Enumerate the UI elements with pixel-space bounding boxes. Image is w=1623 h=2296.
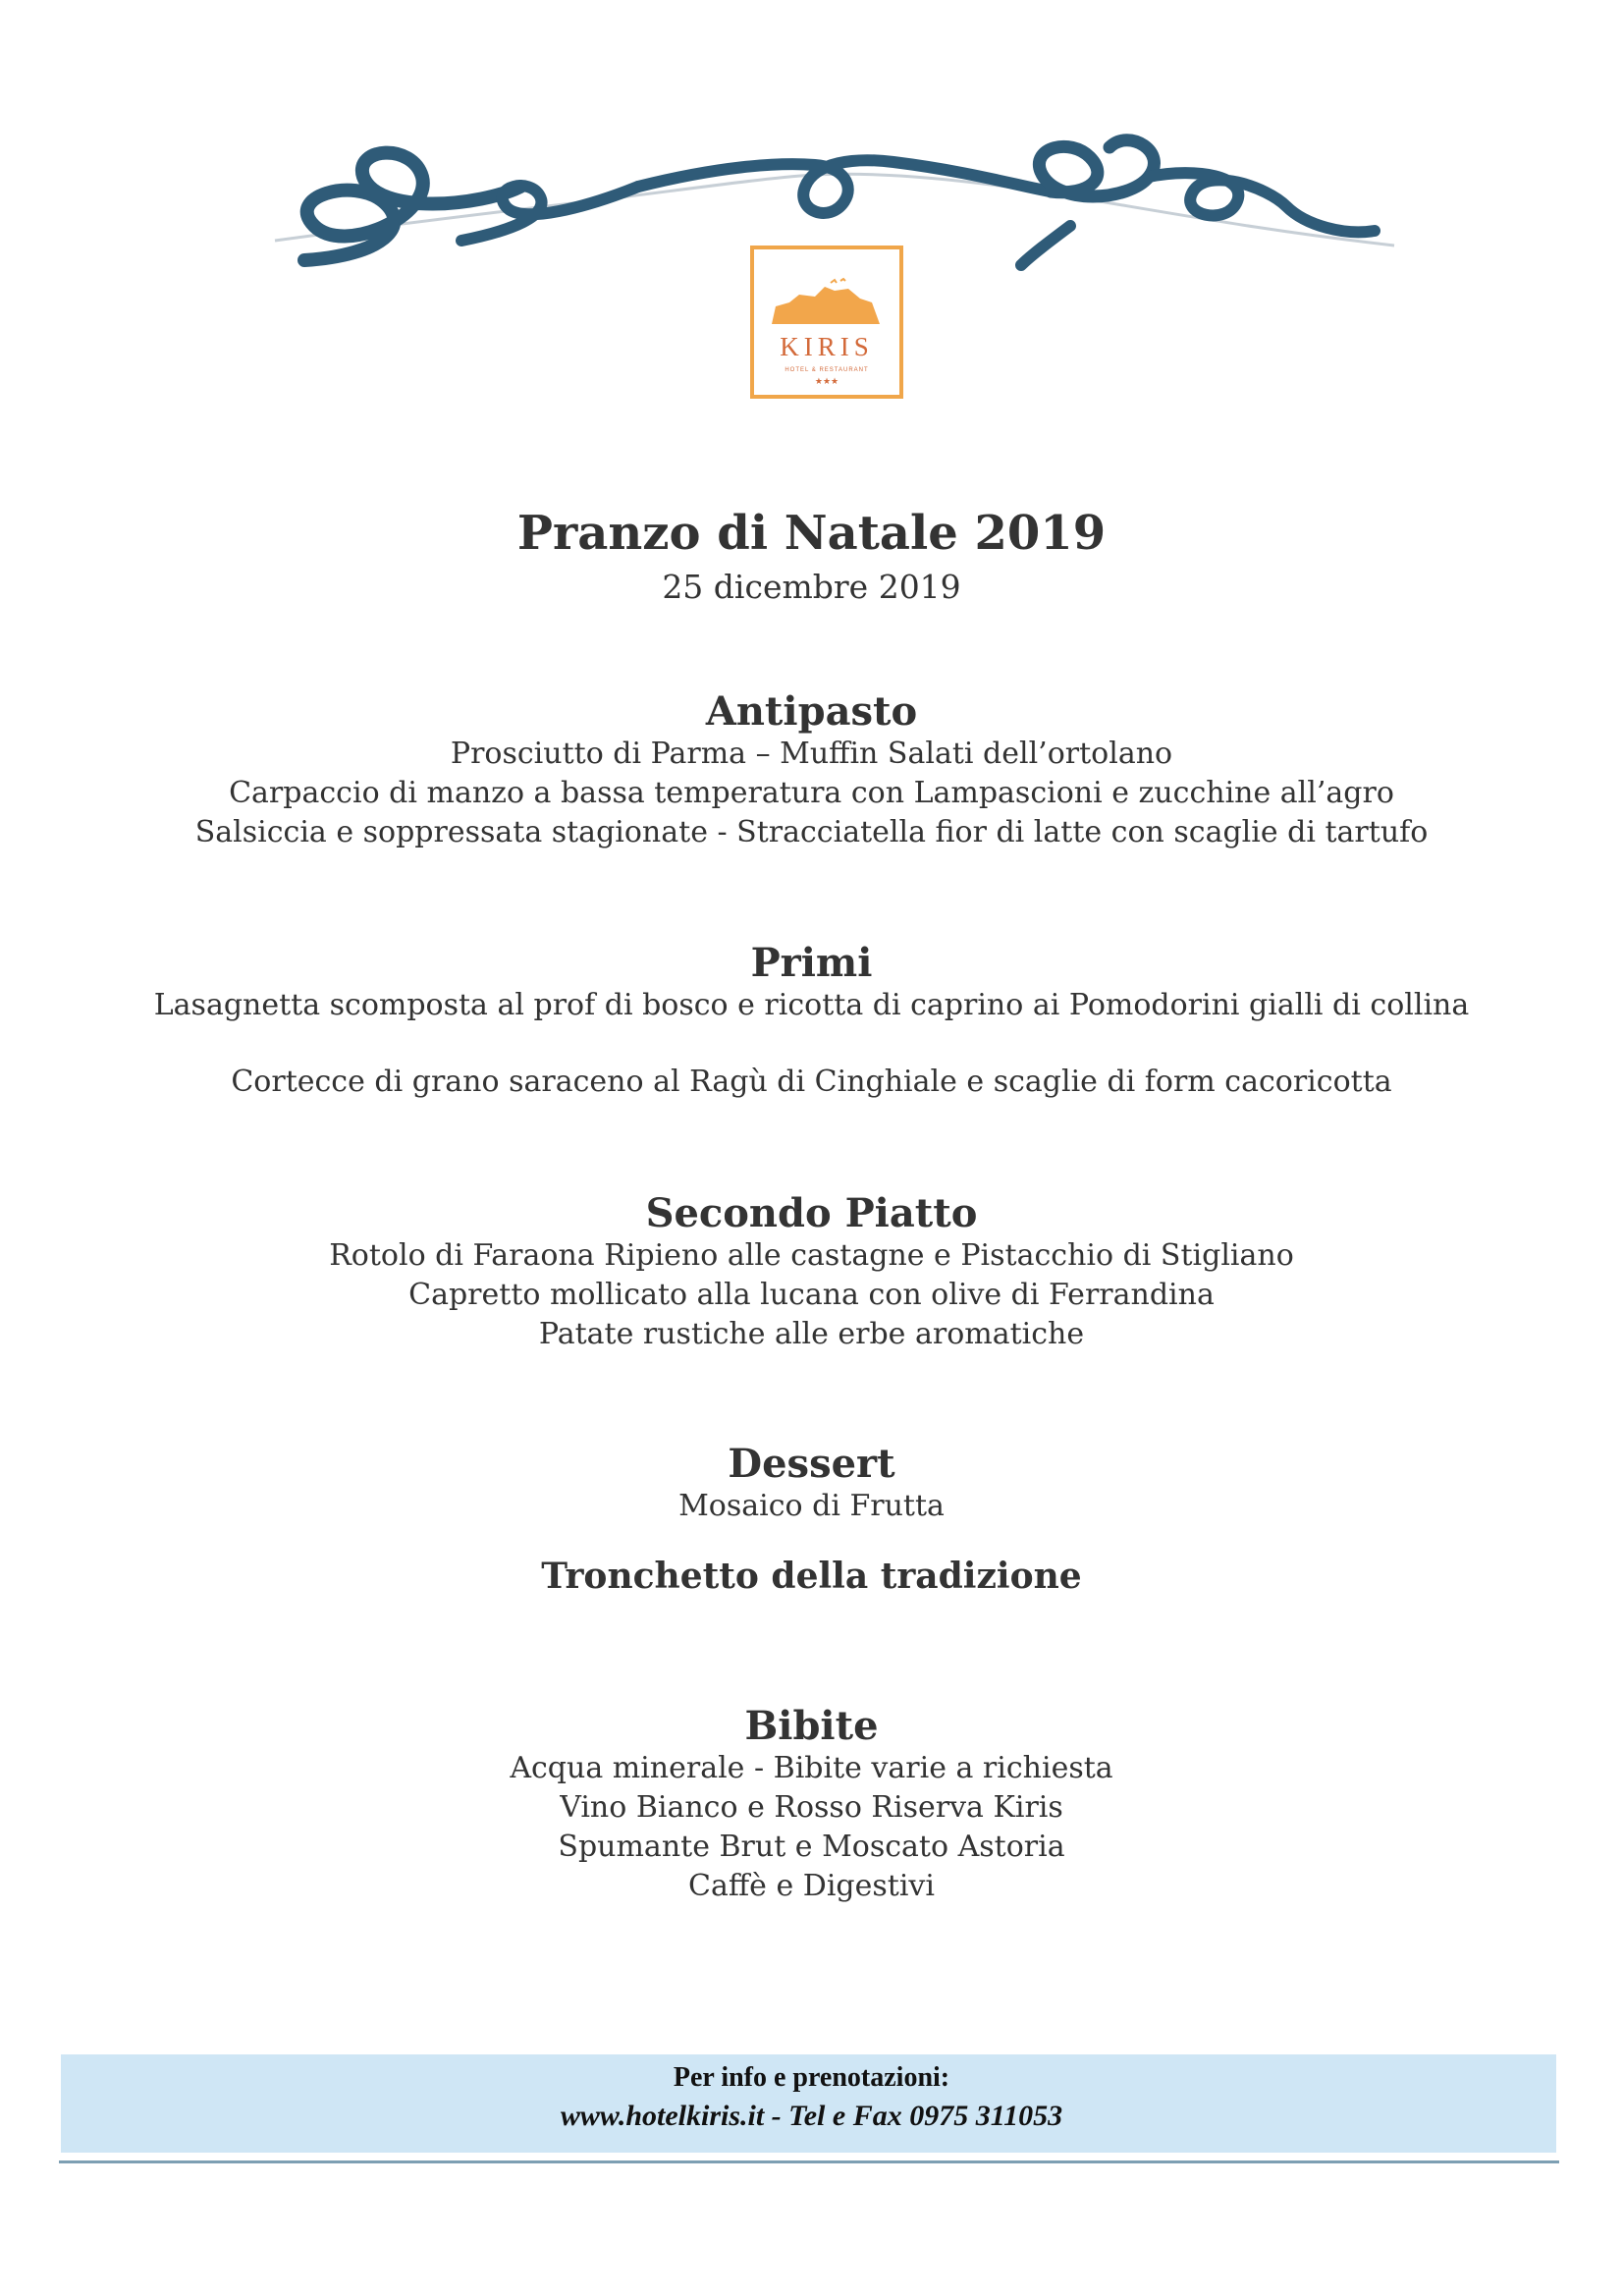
menu-item: Spumante Brut e Moscato Astoria	[558, 1830, 1065, 1864]
menu-item: Caffè e Digestivi	[688, 1869, 935, 1903]
section-title: Primi	[750, 940, 873, 986]
section-secondo	[0, 1191, 1623, 1354]
footer-title: Per info e prenotazioni:	[673, 2062, 950, 2093]
logo-name: KIRIS	[780, 332, 874, 361]
page-title: Pranzo di Natale 2019	[516, 506, 1107, 561]
hotel-logo	[750, 246, 903, 399]
section-primi	[0, 941, 1623, 1102]
menu-item: Vino Bianco e Rosso Riserva Kiris	[560, 1790, 1063, 1825]
menu-item: Prosciutto di Parma – Muffin Salati dell’ortolano	[450, 737, 1173, 771]
menu-item: Cortecce di grano saraceno al Ragù di Cinghiale e scaglie di form cacoricotta	[231, 1065, 1392, 1099]
logo-subtitle: HOTEL & RESTAURANT	[784, 367, 869, 373]
section-bibite	[0, 1704, 1623, 1906]
menu-item: Rotolo di Faraona Ripieno alle castagne e Pistacchio di Stigliano	[329, 1238, 1294, 1273]
event-date: 25 dicembre 2019	[662, 568, 961, 606]
menu-item: Acqua minerale - Bibite varie a richiesta	[510, 1751, 1113, 1785]
menu-item: Capretto mollicato alla lucana con olive di Ferrandina	[408, 1278, 1215, 1312]
menu-item: Carpaccio di manzo a bassa temperatura con Lampascioni e zucchine all’agro	[229, 776, 1394, 810]
section-title: Bibite	[744, 1703, 879, 1749]
menu-item: Patate rustiche alle erbe aromatiche	[538, 1317, 1085, 1351]
section-title: Secondo Piatto	[645, 1190, 978, 1236]
section-title: Dessert	[728, 1441, 895, 1487]
menu-item: Mosaico di Frutta	[678, 1489, 945, 1523]
footer-contact: www.hotelkiris.it - Tel e Fax 0975 311053	[560, 2100, 1063, 2132]
menu-item: Salsiccia e soppressata stagionate - Stracciatella fior di latte con scaglie di tartufo	[194, 815, 1429, 849]
section-title: Antipasto	[705, 688, 918, 735]
dessert-highlight: Tronchetto della tradizione	[541, 1556, 1082, 1597]
castle-icon	[770, 277, 884, 326]
section-antipasto	[0, 689, 1623, 852]
logo-stars: ★★★	[814, 377, 839, 387]
footer-divider	[59, 2160, 1559, 2163]
menu-item: Lasagnetta scomposta al prof di bosco e ricotta di caprino ai Pomodorini gialli di collina	[153, 988, 1470, 1022]
section-dessert	[0, 1442, 1623, 1597]
